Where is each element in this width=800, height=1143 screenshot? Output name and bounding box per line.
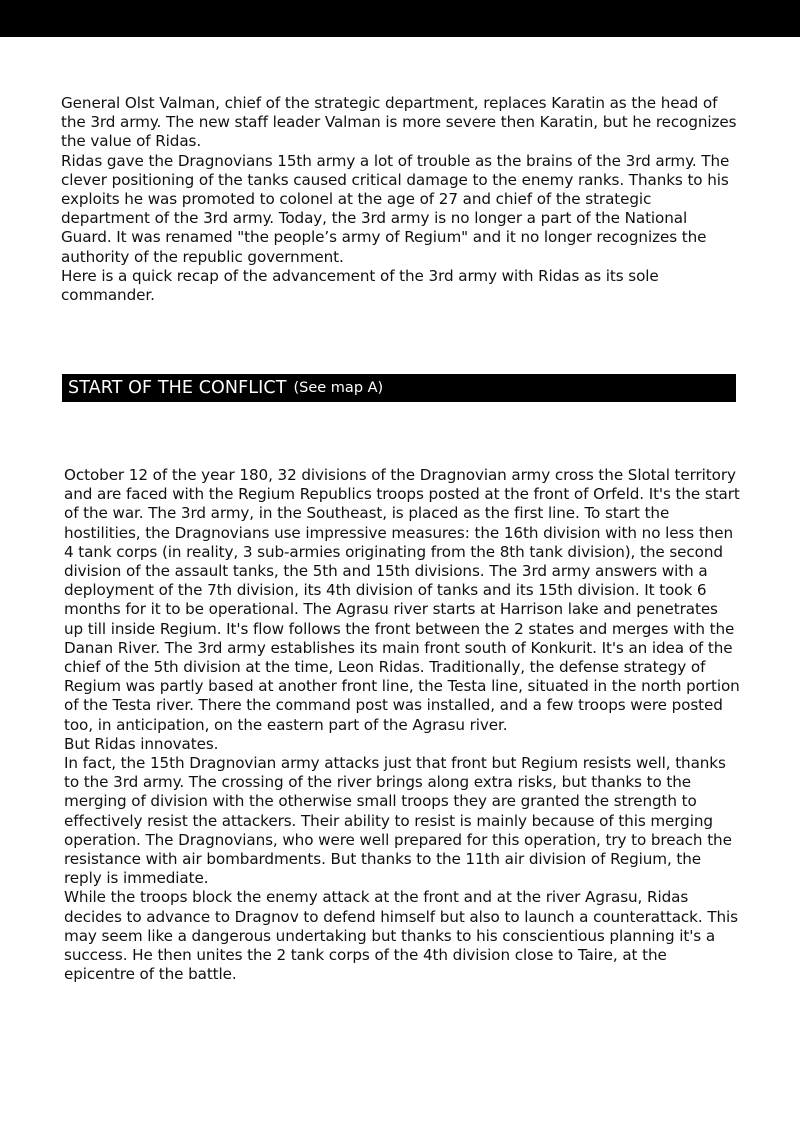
body-paragraph: In fact, the 15th Dragnovian army attacks just that front but Regium resists well, thanks to the 3rd army. The crossing of the river brings along extra risks, but thanks to the merging of division with the otherwise small troops they are granted the strength to effectively resist the attackers. Their ability to resist is mainly because of this merging operation. The Dragnovians, who were well prepared for this operation, try to breach the resistance with air bombardments. But thanks to the 11th air division of Regium, the reply is immediate.	[64, 754, 732, 888]
body-paragraph: October 12 of the year 180, 32 divisions of the Dragnovian army cross the Slotal territory and are faced with the Regium Republics troops posted at the front of Orfeld. It's the start of the war. The 3rd army, in the Southeast, is placed as the first line. To start the hostilities, the Dragnovians use impressive measures: the 16th division with no less then 4 tank corps (in reality, 3 sub-armies originating from the 8th tank division), the second division of the assault tanks, the 5th and 15th divisions. The 3rd army answers with a deployment of the 7th division, its 4th division of tanks and its 15th division. It took 6 months for it to be operational. The Agrasu river starts at Harrison lake and penetrates up till inside Regium. It's flow follows the front between the 2 states and merges with the Danan River. The 3rd army establishes its main front south of Konkurit. It's an idea of the chief of the 5th division at the time, Leon Ridas. Traditionally, the defense strategy of Regium was partly based at another front line, the Testa line, situated in the north portion of the Testa river. There the command post was installed, and a few troops were posted too, in anticipation, on the eastern part of the Agrasu river.	[64, 466, 740, 734]
body-paragraph: But Ridas innovates.	[64, 734, 219, 753]
intro-paragraph: General Olst Valman, chief of the strategic department, replaces Karatin as the head of the 3rd army. The new staff leader Valman is more severe then Karatin, but he recognizes the value of Ridas.	[61, 94, 737, 151]
intro-text	[61, 94, 741, 305]
section-title: START OF THE CONFLICT	[68, 378, 287, 398]
intro-paragraph: Here is a quick recap of the advancement of the 3rd army with Ridas as its sole commander.	[61, 266, 659, 305]
body-text	[64, 466, 740, 984]
section-subtitle: (See map A)	[293, 380, 384, 396]
section-header	[62, 374, 736, 402]
top-banner	[0, 0, 800, 37]
intro-paragraph: Ridas gave the Dragnovians 15th army a lot of trouble as the brains of the 3rd army. The clever positioning of the tanks caused critical damage to the enemy ranks. Thanks to his exploits he was promoted to colonel at the age of 27 and chief of the strategic department of the 3rd army. Today, the 3rd army is no longer a part of the National Guard. It was renamed "the people’s army of Regium" and it no longer recognizes the authority of the republic government.	[61, 151, 730, 266]
body-paragraph: While the troops block the enemy attack at the front and at the river Agrasu, Ridas decides to advance to Dragnov to defend himself but also to launch a counterattack. This may seem like a dangerous undertaking but thanks to his conscientious planning it's a success. He then unites the 2 tank corps of the 4th division close to Taire, at the epicentre of the battle.	[64, 888, 738, 984]
